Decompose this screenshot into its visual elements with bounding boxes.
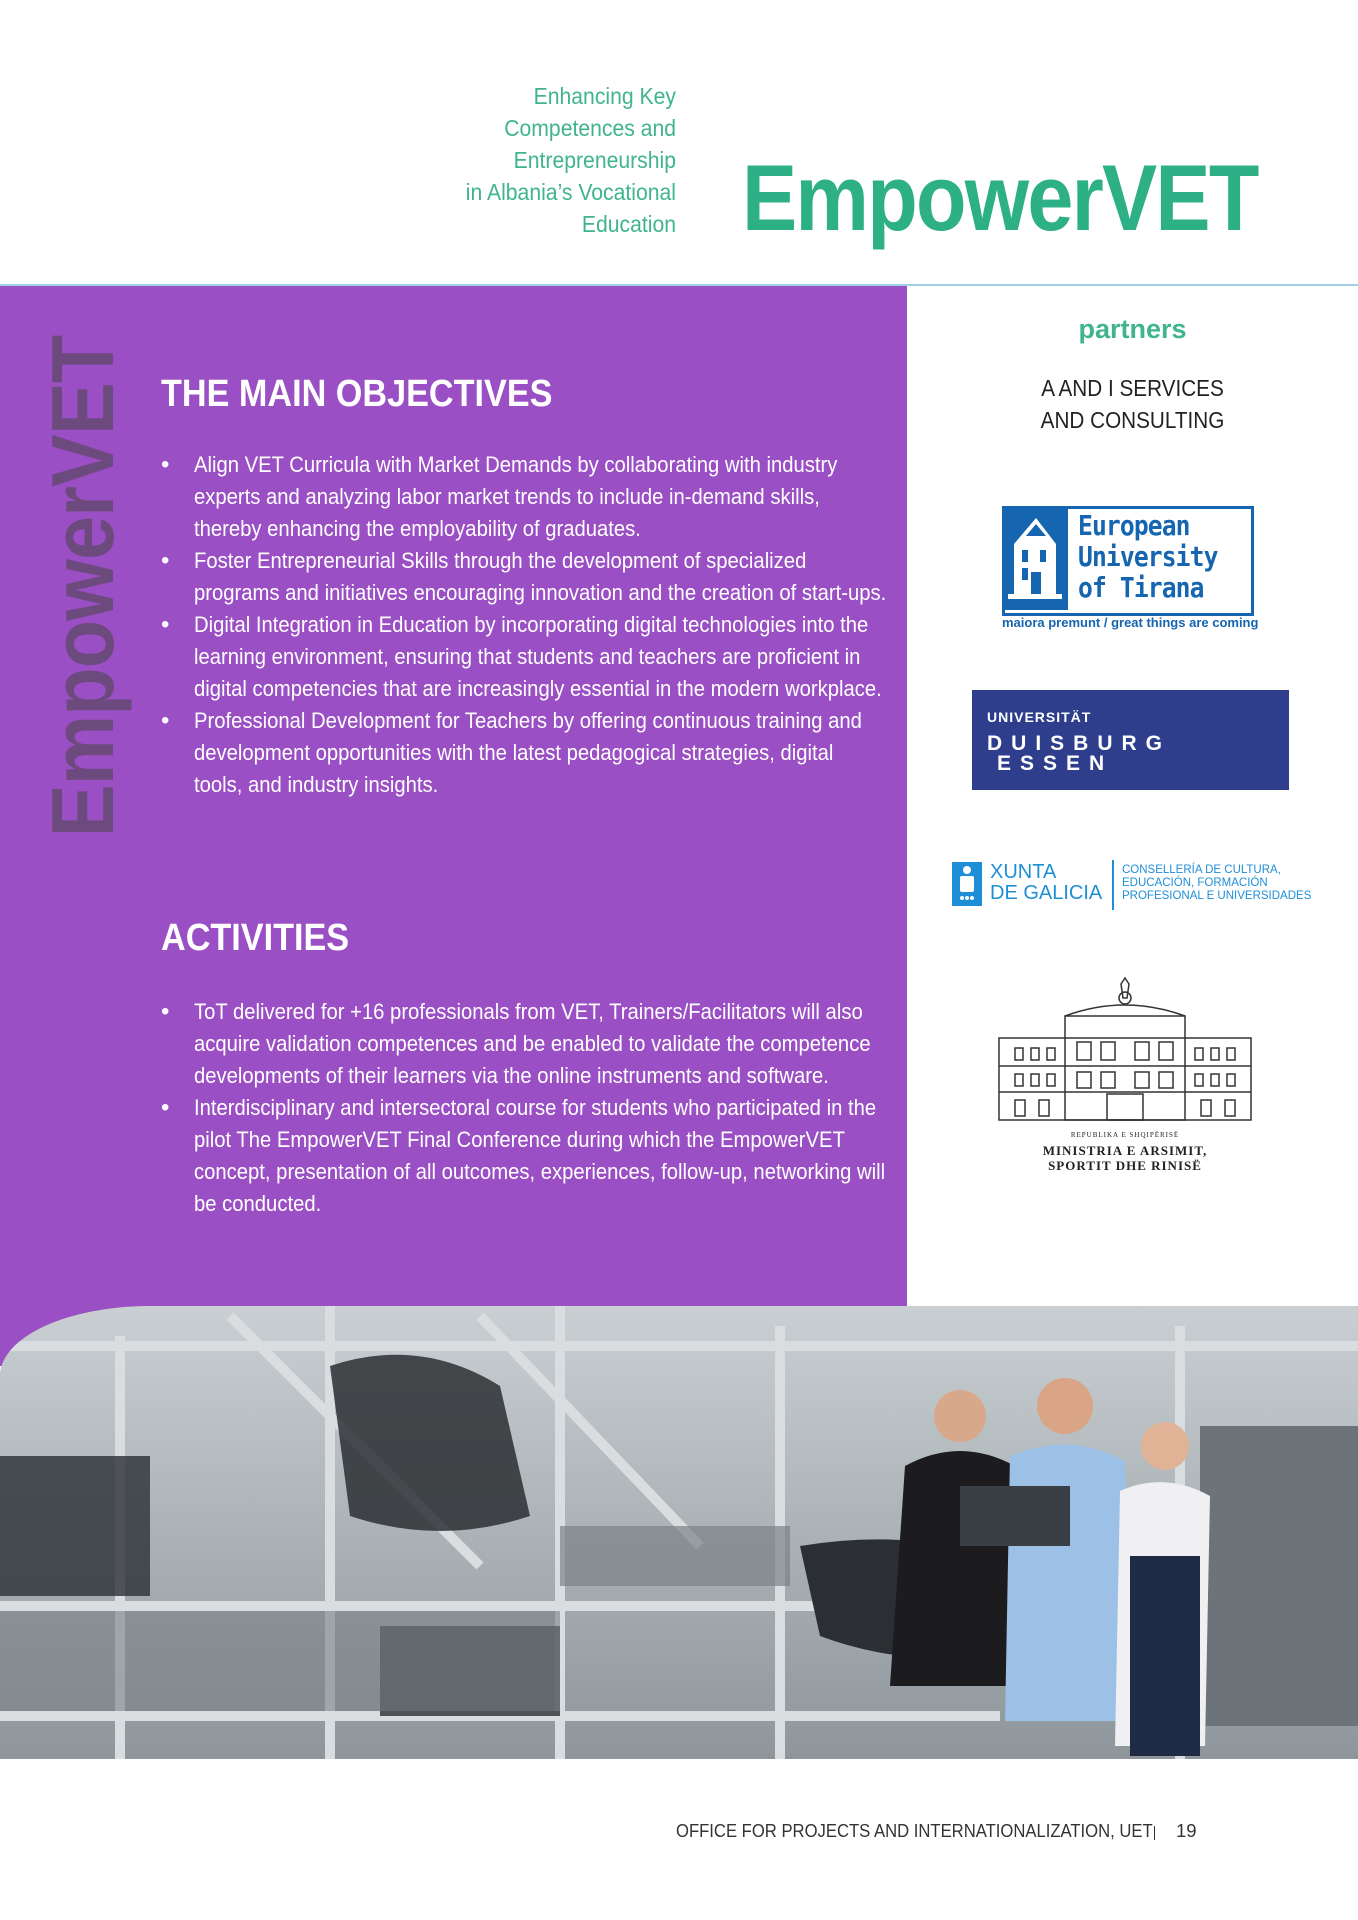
page-number: 19	[1176, 1820, 1197, 1841]
eut-name	[1078, 510, 1237, 603]
eut-name-line: University	[1078, 540, 1218, 573]
ude-logo	[972, 690, 1289, 790]
activities-heading: ACTIVITIES	[161, 917, 350, 959]
ministry-name	[995, 1143, 1255, 1173]
list-item	[161, 996, 881, 1092]
objectives-heading: THE MAIN OBJECTIVES	[161, 373, 553, 415]
list-item	[161, 609, 881, 705]
list-item	[161, 449, 881, 545]
footer-office-label: OFFICE FOR PROJECTS AND INTERNATIONALIZATION, UET	[676, 1820, 1153, 1841]
list-item	[161, 1092, 886, 1220]
page-header	[0, 0, 1358, 284]
eut-motto: maiora premunt / great things are coming	[1002, 615, 1259, 630]
xunta-name-line: XUNTA	[990, 861, 1057, 883]
eut-name-line: European	[1078, 509, 1190, 542]
xunta-dept-line: CONSELLERÍA DE CULTURA,	[1122, 864, 1281, 876]
list-item-text: • ToT delivered for +16 professionals from VET, Trainers/Facilitators will also acquire validation competences and be enabled to validate the competence developments of their learners via the online instruments and software.	[194, 999, 871, 1088]
partner-a-and-i	[907, 372, 1358, 436]
xunta-name	[990, 862, 1102, 904]
xunta-divider	[1112, 860, 1114, 910]
galicia-emblem-icon	[952, 862, 982, 906]
workshop-photo	[0, 1306, 1358, 1759]
subtitle-line: in Albania’s Vocational	[465, 179, 676, 205]
page-title: EmpowerVET	[742, 145, 1258, 250]
xunta-name-line: DE GALICIA	[990, 882, 1103, 904]
eut-name-line: of Tirana	[1078, 571, 1204, 604]
activities-list	[161, 996, 886, 1220]
list-item-text: • Foster Entrepreneurial Skills through the development of specialized programs and initiatives encouraging innovation and the creation of start-ups.	[194, 548, 887, 605]
xunta-dept-line: PROFESIONAL E UNIVERSIDADES	[1122, 890, 1312, 902]
ministry-building-icon	[995, 976, 1255, 1126]
subtitle-line: Enhancing Key	[533, 83, 676, 109]
xunta-dept-line: EDUCACIÓN, FORMACIÓN	[1122, 877, 1268, 889]
partner-name-line: AND CONSULTING	[1040, 407, 1225, 433]
footer-divider	[1154, 1826, 1155, 1840]
list-item-text: • Align VET Curricula with Market Demands by collaborating with industry experts and analyzing labor market trends to include in-demand skills, thereby enhancing the employability of graduates.	[194, 452, 838, 541]
vertical-brand-text	[33, 335, 132, 865]
ude-line: UNIVERSITÄT	[987, 709, 1092, 725]
list-item	[161, 545, 887, 609]
list-item-text: • Digital Integration in Education by incorporating digital technologies into the learning environment, ensuring that students and teachers are proficient in digital competencies that are increasingly essential in the modern workplace.	[194, 612, 882, 701]
ude-line: DUISBURG	[987, 732, 1172, 755]
subtitle-line: Entrepreneurship	[513, 147, 676, 173]
project-subtitle	[400, 80, 676, 240]
eut-building-icon	[1002, 506, 1068, 610]
partners-heading: partners	[1078, 314, 1187, 344]
eut-logo	[1002, 506, 1259, 636]
workshop-scene-icon	[0, 1306, 1358, 1759]
partner-name-line: A AND I SERVICES	[1041, 375, 1224, 401]
objectives-list	[161, 449, 887, 801]
ude-line: ESSEN	[997, 752, 1114, 775]
ministry-republic-label: REPUBLIKA E SHQIPËRISË	[1070, 1131, 1180, 1139]
subtitle-line: Competences and	[504, 115, 676, 141]
footer-text	[676, 1820, 1206, 1842]
ministry-name-line: MINISTRIA E ARSIMIT,	[1042, 1143, 1208, 1158]
ministry-logo	[995, 976, 1255, 1176]
ministry-name-line: SPORTIT DHE RINISË	[1048, 1158, 1202, 1173]
list-item	[161, 705, 881, 801]
vertical-brand-label: EmpowerVET	[33, 335, 132, 838]
xunta-logo	[952, 858, 1322, 914]
xunta-department	[1122, 864, 1311, 903]
list-item-text: • Interdisciplinary and intersectoral course for students who participated in the pilot The EmpowerVET Final Conference during which the EmpowerVET concept, presentation of all outcomes, experiences, follow-up, networking will be conducted.	[194, 1095, 886, 1216]
subtitle-line: Education	[581, 211, 676, 237]
list-item-text: • Professional Development for Teachers by offering continuous training and development opportunities with the latest pedagogical strategies, digital tools, and industry insights.	[194, 708, 862, 797]
